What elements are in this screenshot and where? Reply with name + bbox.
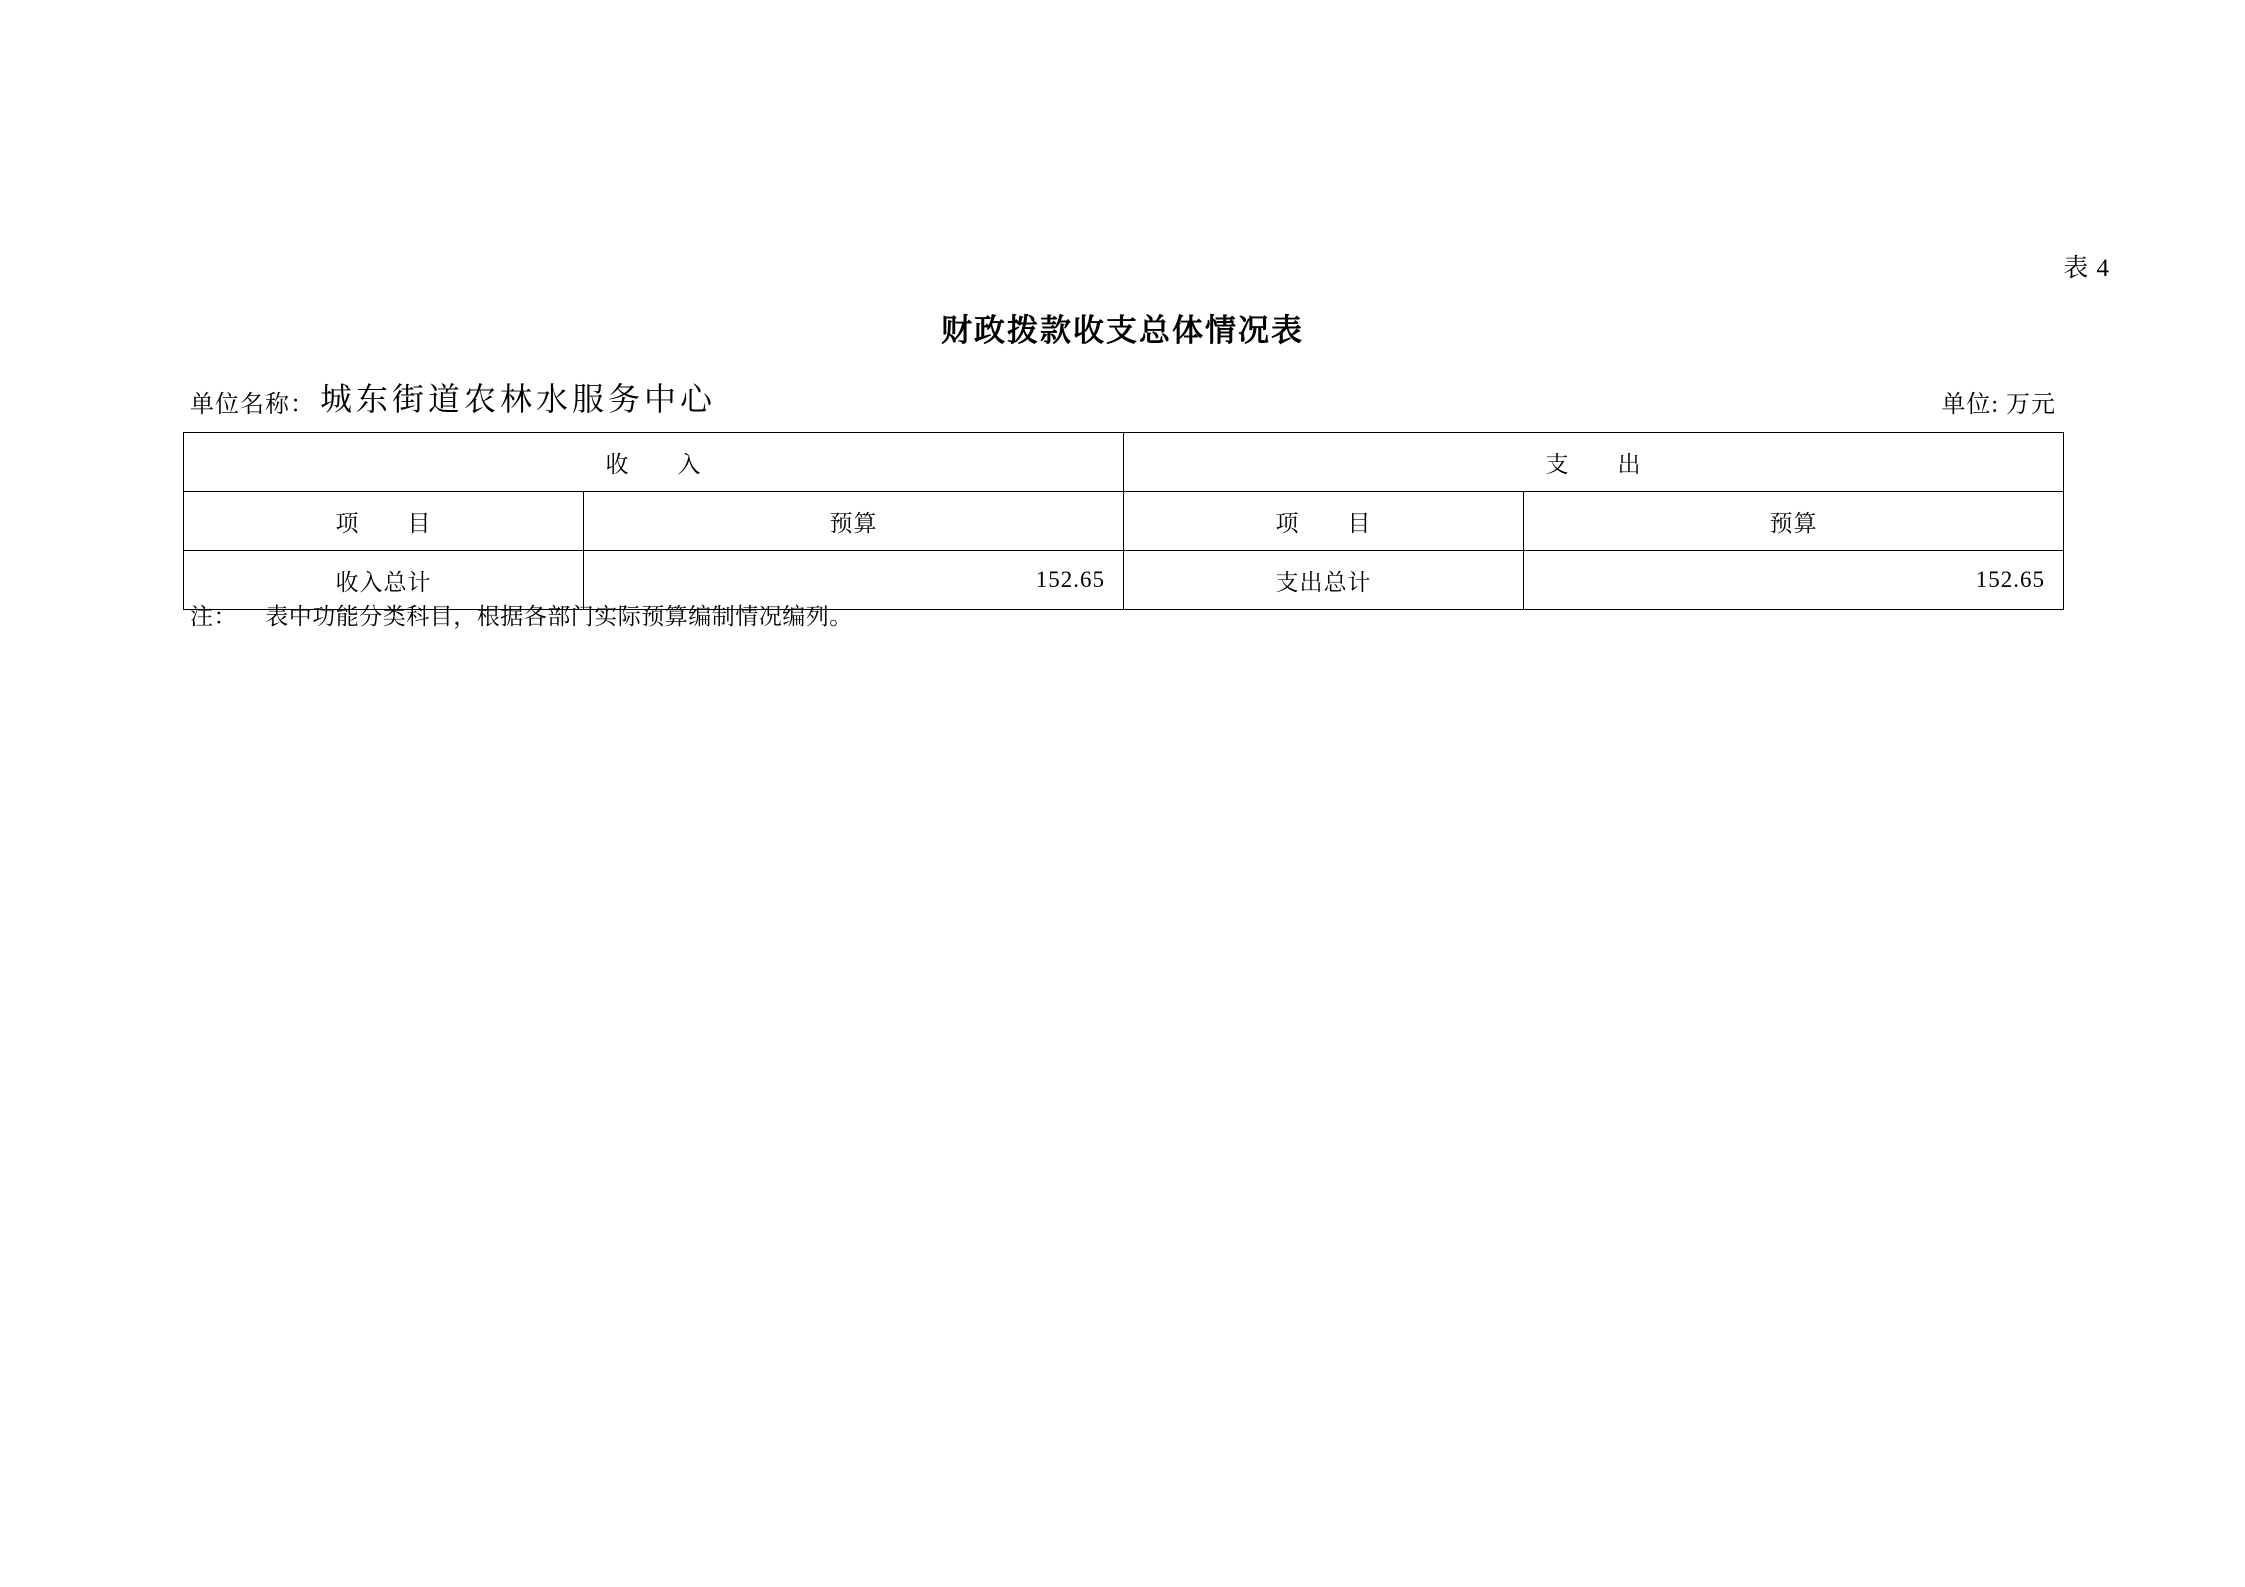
table-column-header-row xyxy=(184,492,2064,551)
unit-name-value: 城东街道农林水服务中心 xyxy=(320,381,717,417)
page-title: 财政拨款收支总体情况表 xyxy=(941,313,1304,348)
group-header-expense: 支 出 xyxy=(1124,433,2064,492)
income-item-total: 收入总计 xyxy=(184,551,584,610)
column-header-expense-budget: 预算 xyxy=(1524,492,2064,551)
table-group-header-row xyxy=(184,433,2064,492)
table-number-label: 表 4 xyxy=(2063,255,2110,282)
meta-row xyxy=(190,378,2056,418)
column-header-expense-item: 项 目 xyxy=(1124,492,1524,551)
footnote xyxy=(190,598,853,631)
footnote-text: 表中功能分类科目，根据各部门实际预算编制情况编列。 xyxy=(265,604,853,629)
unit-name-label: 单位名称： xyxy=(190,392,315,418)
expense-item-total: 支出总计 xyxy=(1124,551,1524,610)
footnote-label: 注： xyxy=(190,604,237,629)
group-header-income: 收 入 xyxy=(184,433,1124,492)
column-header-income-item: 项 目 xyxy=(184,492,584,551)
unit-measure-label: 单位: 万元 xyxy=(1941,392,2056,418)
column-header-income-budget: 预算 xyxy=(584,492,1124,551)
budget-table xyxy=(183,432,2064,610)
expense-budget-total: 152.65 xyxy=(1524,551,2064,610)
income-budget-total: 152.65 xyxy=(584,551,1124,610)
